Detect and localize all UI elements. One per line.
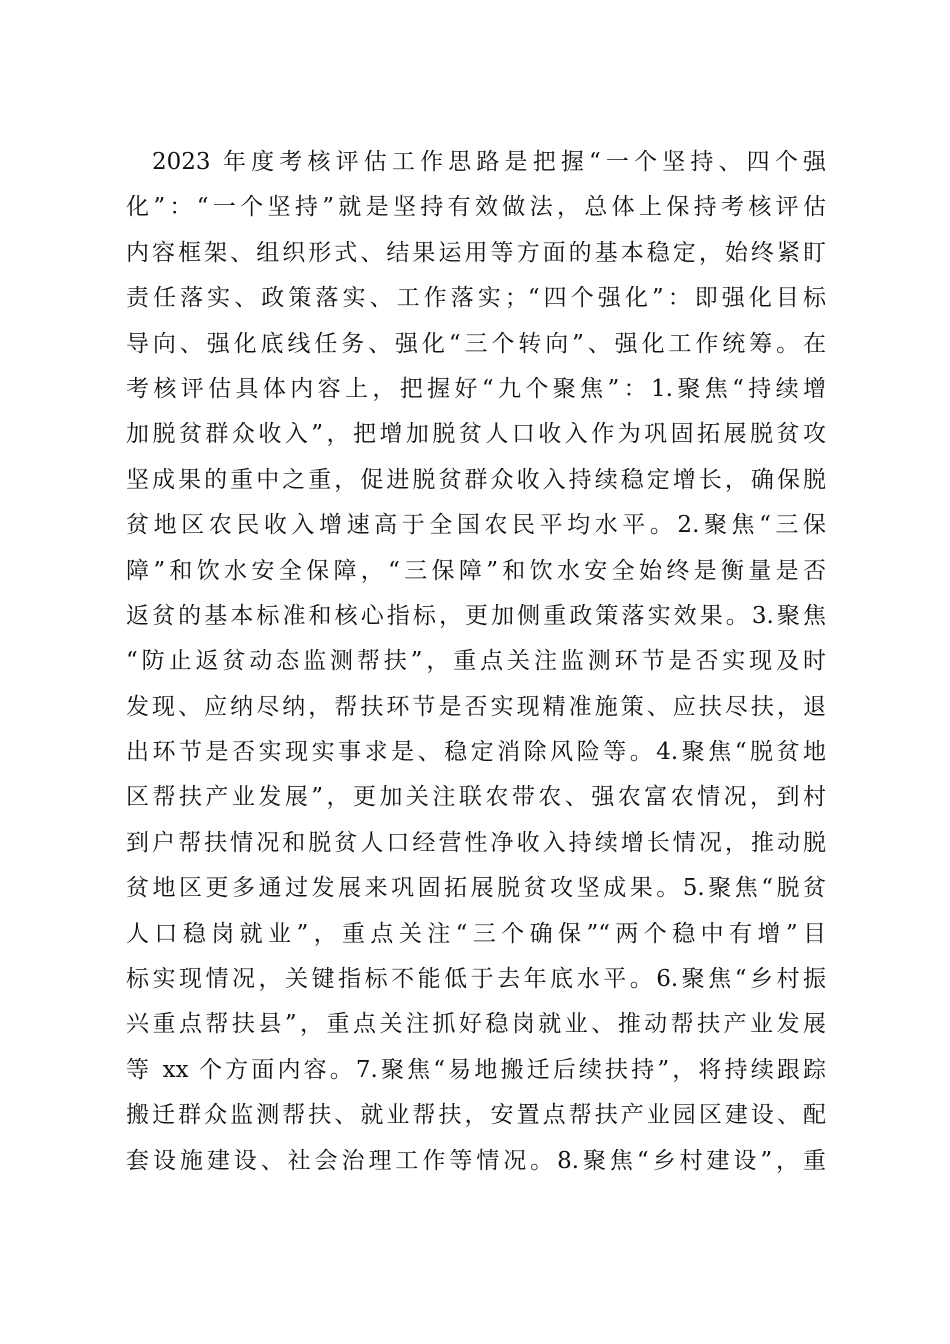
text-line: 出环节是否实现实事求是、稳定消除风险等。4.聚焦“脱贫地: [126, 739, 826, 766]
text-line: 套设施建设、社会治理工作等情况。8.聚焦“乡村建设”，重: [126, 1147, 826, 1174]
text-line: 内容框架、组织形式、结果运用等方面的基本稳定，始终紧盯: [126, 239, 826, 266]
text-line: 搬迁群众监测帮扶、就业帮扶，安置点帮扶产业园区建设、配: [126, 1102, 826, 1129]
text-line: 标实现情况，关键指标不能低于去年底水平。6.聚焦“乡村振: [126, 966, 826, 993]
text-line: 障”和饮水安全保障，“三保障”和饮水安全始终是衡量是否: [126, 557, 826, 584]
text-line: 兴重点帮扶县”，重点关注抓好稳岗就业、推动帮扶产业发展: [126, 1011, 826, 1038]
text-line: 到户帮扶情况和脱贫人口经营性净收入持续增长情况，推动脱: [126, 829, 826, 856]
text-line: 坚成果的重中之重，促进脱贫群众收入持续稳定增长，确保脱: [126, 466, 826, 493]
text-line: 贫地区农民收入增速高于全国农民平均水平。2.聚焦“三保: [126, 512, 826, 539]
text-line: 导向、强化底线任务、强化“三个转向”、强化工作统筹。在: [126, 330, 826, 357]
text-line: 返贫的基本标准和核心指标，更加侧重政策落实效果。3.聚焦: [126, 602, 826, 629]
text-line: 区帮扶产业发展”，更加关注联农带农、强农富农情况，到村: [126, 784, 826, 811]
text-line: 化”：“一个坚持”就是坚持有效做法，总体上保持考核评估: [126, 194, 826, 221]
text-line: 人口稳岗就业”，重点关注“三个确保”“两个稳中有增”目: [126, 920, 826, 947]
text-line: 发现、应纳尽纳，帮扶环节是否实现精准施策、应扶尽扶，退: [126, 693, 826, 720]
text-line: 贫地区更多通过发展来巩固拓展脱贫攻坚成果。5.聚焦“脱贫: [126, 875, 826, 902]
text-line: 2023 年度考核评估工作思路是把握“一个坚持、四个强: [152, 149, 826, 175]
body-paragraph: [126, 140, 826, 1184]
text-line: “防止返贫动态监测帮扶”，重点关注监测环节是否实现及时: [126, 648, 826, 675]
text-line: 责任落实、政策落实、工作落实；“四个强化”：即强化目标: [126, 285, 826, 312]
text-line: 等 xx 个方面内容。7.聚焦“易地搬迁后续扶持”，将持续跟踪: [126, 1056, 826, 1083]
text-line: 加脱贫群众收入”，把增加脱贫人口收入作为巩固拓展脱贫攻: [126, 421, 826, 448]
text-line: 考核评估具体内容上，把握好“九个聚焦”：1.聚焦“持续增: [126, 375, 826, 402]
